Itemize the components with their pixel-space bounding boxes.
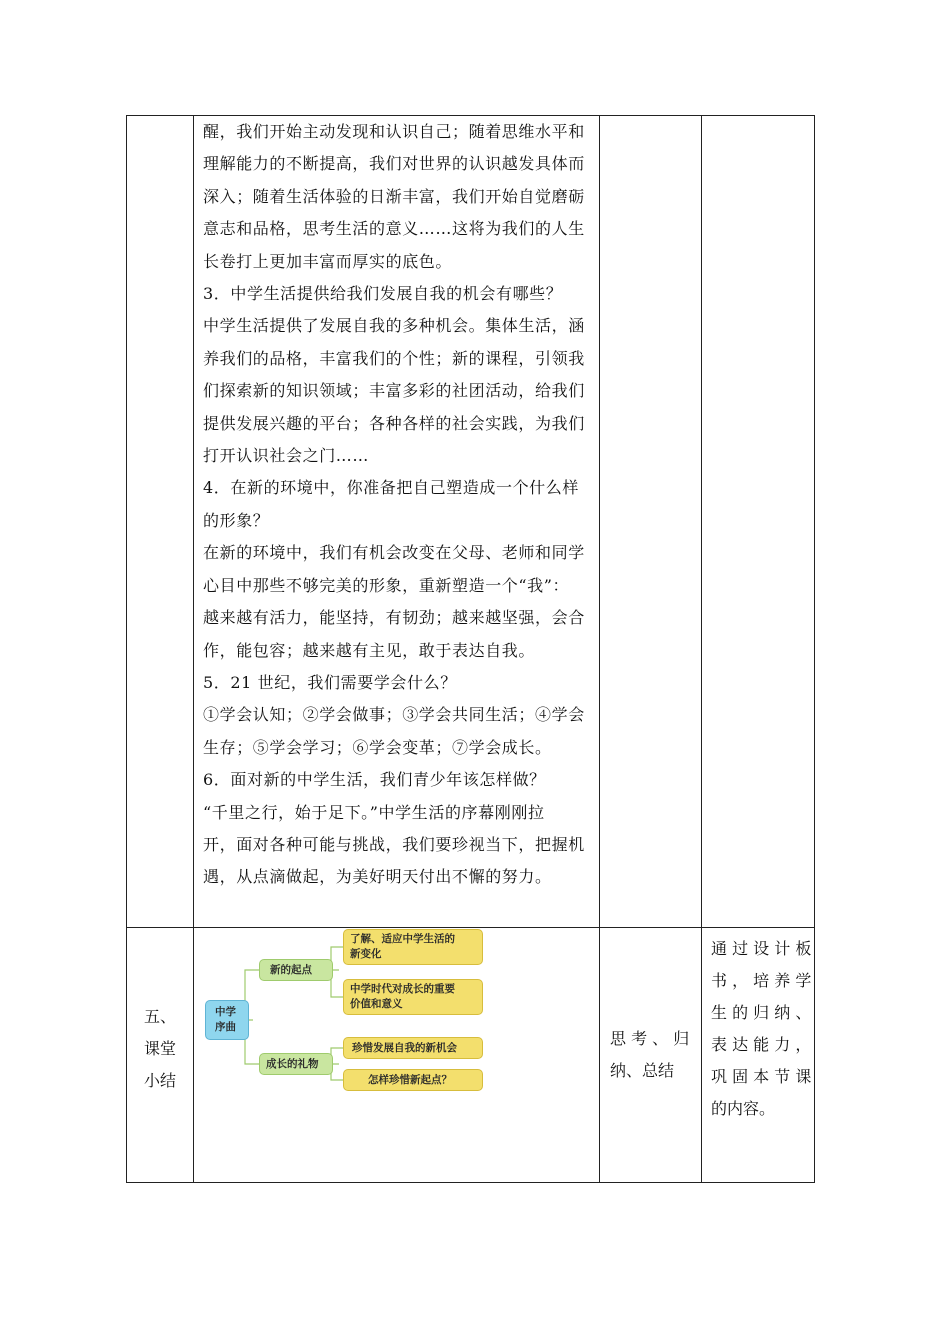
root-line: 中学: [215, 1006, 236, 1018]
stage-label-line: 小结: [143, 1071, 176, 1090]
activity-line: 思 考 、 归: [610, 1029, 690, 1048]
content-line: 们探索新的知识领域；丰富多彩的社团活动，给我们: [203, 381, 585, 401]
intent-line: 生 的 归 纳 、: [711, 1003, 812, 1022]
content-line: 养我们的品格，丰富我们的个性；新的课程，引领我: [203, 348, 585, 368]
lesson-plan-table: [126, 115, 815, 1183]
stage-label-line: 课堂: [143, 1039, 176, 1058]
content-line: 6．面对新的中学生活，我们青少年该怎样做？: [203, 770, 546, 790]
content-line: 意志和品格，思考生活的意义……这将为我们的人生: [203, 219, 585, 239]
content-line: 长卷打上更加丰富而厚实的底色。: [203, 251, 453, 271]
stage-label-cell: [127, 1001, 193, 1097]
content-line: 醒，我们开始主动发现和认识自己；随着思维水平和: [203, 122, 585, 141]
content-line: 5．21 世纪，我们需要学会什么？: [203, 672, 457, 692]
teaching-content-cell: [203, 116, 603, 894]
design-intent-cell: [711, 933, 811, 1125]
content-line: 3．中学生活提供给我们发展自我的机会有哪些？: [203, 284, 563, 304]
column-divider-3: [701, 116, 702, 1182]
content-line: 开，面对各种可能与挑战，我们要珍视当下，把握机: [203, 834, 585, 854]
content-line: 遇，从点滴做起，为美好明天付出不懈的努力。: [203, 867, 552, 887]
leaf-line: 新变化: [350, 948, 382, 960]
mind-map-branch-new-start: 新的起点: [259, 959, 333, 981]
mind-map-leaf: 珍惜发展自我的新机会: [343, 1037, 483, 1059]
content-line: 越来越有活力，能坚持，有韧劲；越来越坚强，会合: [203, 608, 585, 628]
leaf-line: 中学时代对成长的重要: [350, 983, 455, 995]
mind-map: [203, 927, 487, 1102]
content-line: 中学生活提供了发展自我的多种机会。集体生活，涵: [203, 316, 585, 336]
intent-line: 的内容。: [711, 1099, 776, 1118]
content-line: “千里之行，始于足下。”中学生活的序幕刚刚拉: [203, 802, 545, 822]
content-line: 理解能力的不断提高，我们对世界的认识越发具体而: [203, 154, 585, 174]
content-line: 在新的环境中，我们有机会改变在父母、老师和同学: [203, 543, 585, 563]
column-divider-1: [193, 116, 194, 1182]
content-line: 生存；⑤学会学习；⑥学会变革；⑦学会成长。: [203, 737, 552, 757]
leaf-line: 了解、适应中学生活的: [350, 933, 455, 945]
content-line: 深入；随着生活体验的日渐丰富，我们开始自觉磨砺: [203, 186, 585, 206]
root-line: 序曲: [215, 1021, 236, 1033]
mind-map-root: [205, 1000, 249, 1040]
activity-line: 纳、总结: [610, 1061, 675, 1080]
leaf-line: 价值和意义: [350, 998, 403, 1010]
content-line: ①学会认知；②学会做事；③学会共同生活；④学会: [203, 705, 585, 725]
content-line: 心目中那些不够完美的形象，重新塑造一个“我”：: [203, 575, 570, 595]
mind-map-leaf: [343, 929, 483, 965]
content-line: 4．在新的环境中，你准备把自己塑造成一个什么样: [203, 478, 579, 498]
intent-line: 表 达 能 力 ，: [711, 1035, 812, 1054]
mind-map-leaf: [343, 979, 483, 1015]
content-line: 作，能包容；越来越有主见，敢于表达自我。: [203, 640, 536, 660]
mind-map-leaf: 怎样珍惜新起点？: [343, 1069, 483, 1091]
intent-line: 巩 固 本 节 课: [711, 1067, 812, 1086]
intent-line: 书 ， 培 养 学: [711, 971, 812, 990]
stage-label-line: 五、: [143, 1007, 176, 1026]
content-line: 打开认识社会之门……: [203, 446, 370, 466]
content-line: 的形象？: [203, 510, 270, 530]
student-activity-cell: [610, 1023, 694, 1087]
mind-map-branch-gift-of-growth: 成长的礼物: [259, 1053, 333, 1075]
content-line: 提供发展兴趣的平台；各种各样的社会实践，为我们: [203, 413, 585, 433]
intent-line: 通 过 设 计 板: [711, 939, 812, 958]
